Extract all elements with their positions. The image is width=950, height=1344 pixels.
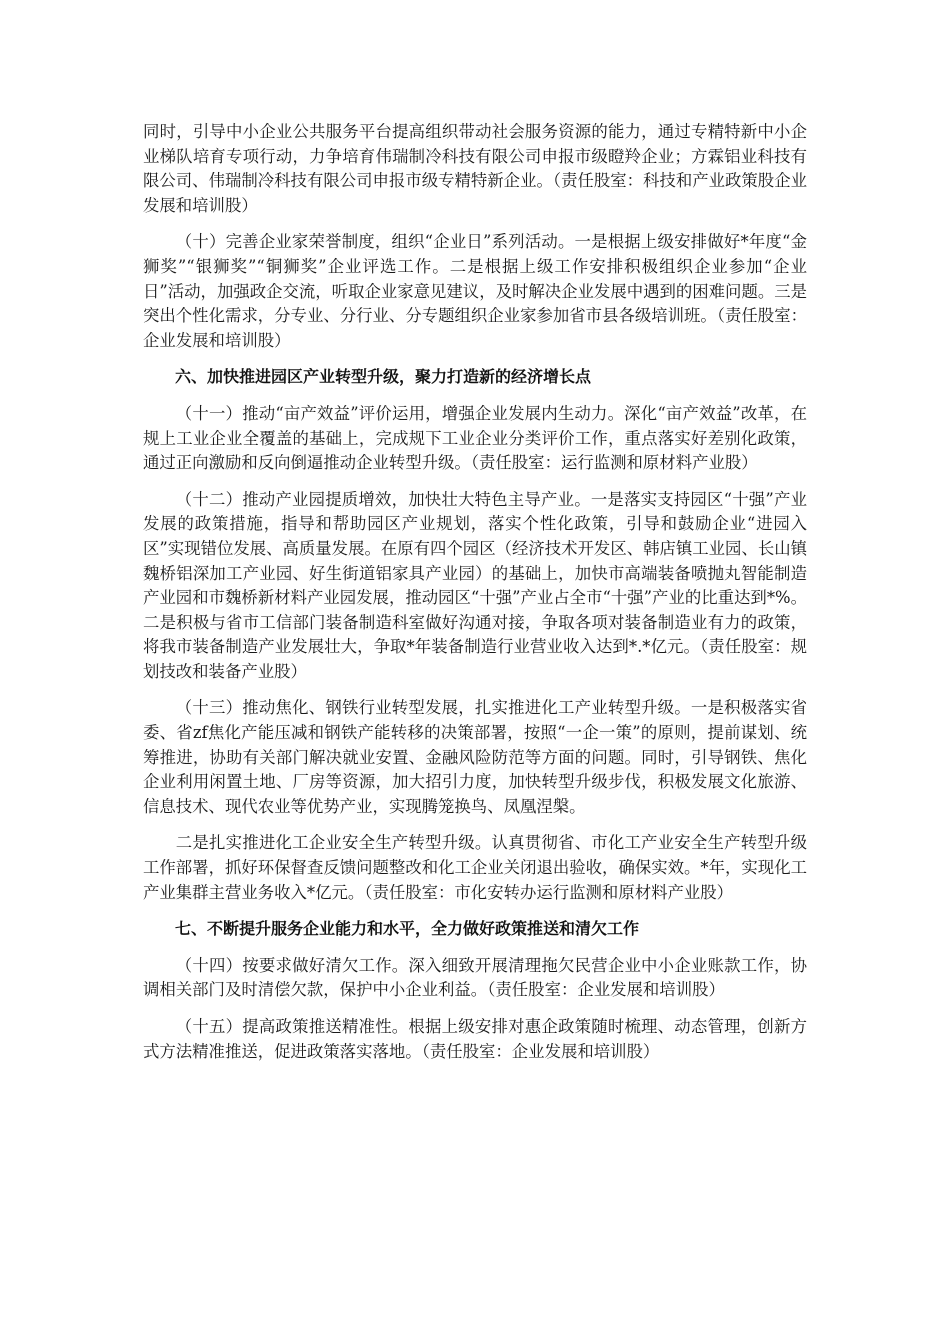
paragraph-item-13: （十三）推动焦化、钢铁行业转型发展，扎实推进化工产业转型升级。一是积极落实省委、省zf焦化产能压减和钢铁产能转移的决策部署，按照“一企一策”的原则，提前谋划、统筹推进，协助有关部门解决就业安置、金融风险防范等方面的问题。同时，引导钢铁、焦化企业利用闲置土地、厂房等资源，加大招引力度，加快转型升级步伐，积极发展文化旅游、信息技术、现代农业等优势产业，实现腾笼换鸟、凤凰涅槃。 (143, 698, 807, 816)
section-heading-7: 七、不断提升服务企业能力和水平，全力做好政策推送和清欠工作 (175, 919, 640, 939)
paragraph-item-15: （十五）提高政策推送精准性。根据上级安排对惠企政策随时梳理、动态管理，创新方式方法精准推送，促进政策落实落地。（责任股室：企业发展和培训股） (143, 1017, 807, 1061)
paragraph-item-11: （十一）推动“亩产效益”评价运用，增强企业发展内生动力。深化“亩产效益”改革，在规上工业企业全覆盖的基础上，完成规下工业企业分类评价工作，重点落实好差别化政策，通过正向激励和反向倒逼推动企业转型升级。（责任股室：运行监测和原材料产业股） (143, 403, 807, 473)
document-page (143, 120, 807, 1076)
section-heading-6: 六、加快推进园区产业转型升级，聚力打造新的经济增长点 (175, 367, 592, 387)
paragraph-continuation: 同时，引导中小企业公共服务平台提高组织带动社会服务资源的能力，通过专精特新中小企业梯队培育专项行动，力争培育伟瑞制冷科技有限公司申报市级瞪羚企业；方霖铝业科技有限公司、伟瑞制冷科技有限公司申报市级专精特新企业。（责任股室：科技和产业政策股企业发展和培训股） (143, 122, 807, 215)
paragraph-item-12: （十二）推动产业园提质增效，加快壮大特色主导产业。一是落实支持园区“十强”产业发展的政策措施，指导和帮助园区产业规划，落实个性化政策，引导和鼓励企业“进园入区”实现错位发展、高质量发展。在原有四个园区（经济技术开发区、韩店镇工业园、长山镇魏桥铝深加工产业园、好生街道铝家具产业园）的基础上，加快市高端装备喷抛丸智能制造产业园和市魏桥新材料产业园发展，推动园区“十强”产业占全市“十强”产业的比重达到*%。二是积极与省市工信部门装备制造科室做好沟通对接，争取各项对装备制造业有力的政策，将我市装备制造产业发展壮大，争取*年装备制造行业营业收入达到*.*亿元。（责任股室：规划技改和装备产业股） (143, 489, 808, 681)
paragraph-item-10: （十）完善企业家荣誉制度，组织“企业日”系列活动。一是根据上级安排做好*年度“金狮奖”“银狮奖”“铜狮奖”企业评选工作。二是根据上级工作安排积极组织企业参加“企业日”活动，加强政企交流，听取企业家意见建议，及时解决企业发展中遇到的困难问题。三是突出个性化需求，分专业、分行业、分专题组织企业家参加省市县各级培训班。（责任股室：企业发展和培训股） (143, 232, 808, 350)
paragraph-item-14: （十四）按要求做好清欠工作。深入细致开展清理拖欠民营企业中小企业账款工作，协调相关部门及时清偿欠款，保护中小企业利益。（责任股室：企业发展和培训股） (143, 955, 807, 1000)
paragraph-item-13-part-2: 二是扎实推进化工企业安全生产转型升级。认真贯彻省、市化工产业安全生产转型升级工作部署，抓好环保督查反馈问题整改和化工企业关闭退出验收，确保实效。*年，实现化工产业集群主营业务收入*亿元。（责任股室：市化安转办运行监测和原材料产业股） (143, 833, 807, 902)
